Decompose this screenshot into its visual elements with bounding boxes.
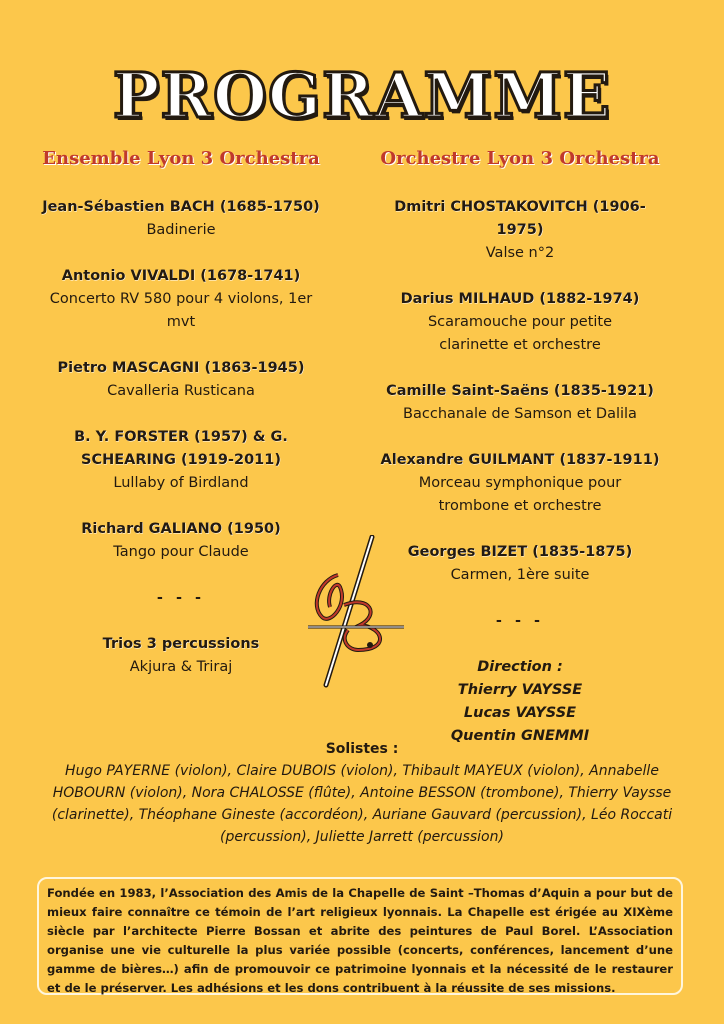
composer-name: Camille Saint-Saëns (1835-1921)	[386, 383, 654, 399]
work-title: Carmen, 1ère suite	[450, 567, 590, 583]
direction-label: Direction :	[477, 659, 563, 675]
work-title: Tango pour Claude	[113, 544, 249, 560]
right-program-column	[375, 196, 665, 748]
program-item	[36, 357, 326, 403]
composer-name: Darius MILHAUD (1882-1974)	[400, 291, 640, 307]
program-item	[36, 518, 326, 564]
composer-name: Jean-Sébastien BACH (1685-1750)	[42, 199, 320, 215]
conductor-name: Lucas VAYSSE	[463, 705, 577, 721]
composer-name: Georges BIZET (1835-1875)	[407, 544, 633, 560]
program-item	[36, 265, 326, 334]
orchestra-monogram-logo	[300, 535, 408, 690]
direction-block	[375, 656, 665, 748]
work-title: Scaramouche pour petite clarinette et orchestre	[427, 314, 613, 353]
work-title: Lullaby of Birdland	[113, 475, 249, 491]
separator: - - -	[495, 613, 545, 629]
association-info-box: Fondée en 1983, l’Association des Amis de la Chapelle de Saint –Thomas d’Aquin a pour but de mieux faire connaître ce témoin de l’art religieux lyonnais. La Chapelle est érigée au XIXème siècle par l’architecte Pierre Bossan et abrite des peintures de Paul Borel. L’Association organise une vie culturelle la plus variée possible (concerts, conférences, lancement d’une gamme de bières…) afin de promouvoir ce patrimoine lyonnais et la nécessité de le restaurer et de le préserver. Les adhésions et les dons contribuent à la réussite de ses missions.	[37, 877, 683, 995]
conductor-name: Thierry VAYSSE	[457, 682, 583, 698]
left-column-heading: Ensemble Lyon 3 Orchestra	[42, 148, 320, 169]
work-title: Concerto RV 580 pour 4 violons, 1er mvt	[49, 291, 313, 330]
program-item	[375, 288, 665, 357]
composer-name: Dmitri CHOSTAKOVITCH (1906-1975)	[394, 199, 646, 238]
work-title: Akjura & Triraj	[129, 659, 233, 675]
work-title: Morceau symphonique pour trombone et orchestre	[418, 475, 622, 514]
conductor-name: Quentin GNEMMI	[450, 728, 590, 744]
separator: - - -	[156, 590, 206, 606]
program-item	[36, 196, 326, 242]
soloists-label: Solistes :	[325, 741, 399, 757]
right-column-heading: Orchestre Lyon 3 Orchestra	[380, 148, 660, 169]
soloists-list: Hugo PAYERNE (violon), Claire DUBOIS (violon), Thibault MAYEUX (violon), Annabelle HOBOURN (violon), Nora CHALOSSE (flûte), Antoine BESSON (trombone), Thierry Vaysse (clarinette), Théophane Gineste (accordéon), Auriane Gauvard (percussion), Léo Roccati (percussion), Juliette Jarrett (percussion)	[51, 763, 673, 845]
work-title: Valse n°2	[485, 245, 555, 261]
program-item	[36, 426, 326, 495]
program-item	[375, 449, 665, 518]
work-title: Badinerie	[146, 222, 216, 238]
composer-name: Pietro MASCAGNI (1863-1945)	[57, 360, 305, 376]
composer-name: B. Y. FORSTER (1957) & G. SCHEARING (1919-2011)	[74, 429, 288, 468]
program-item	[375, 541, 665, 587]
soloists-section	[40, 738, 684, 848]
program-item	[36, 633, 326, 679]
composer-name: Richard GALIANO (1950)	[81, 521, 281, 537]
page-title: PROGRAMME	[112, 59, 612, 132]
composer-name: Antonio VIVALDI (1678-1741)	[61, 268, 301, 284]
work-title: Cavalleria Rusticana	[107, 383, 255, 399]
program-item	[375, 196, 665, 265]
program-item	[375, 380, 665, 426]
left-program-column	[36, 196, 326, 702]
work-title: Bacchanale de Samson et Dalila	[403, 406, 637, 422]
ensemble-title: Trios 3 percussions	[102, 636, 260, 652]
composer-name: Alexandre GUILMANT (1837-1911)	[380, 452, 660, 468]
